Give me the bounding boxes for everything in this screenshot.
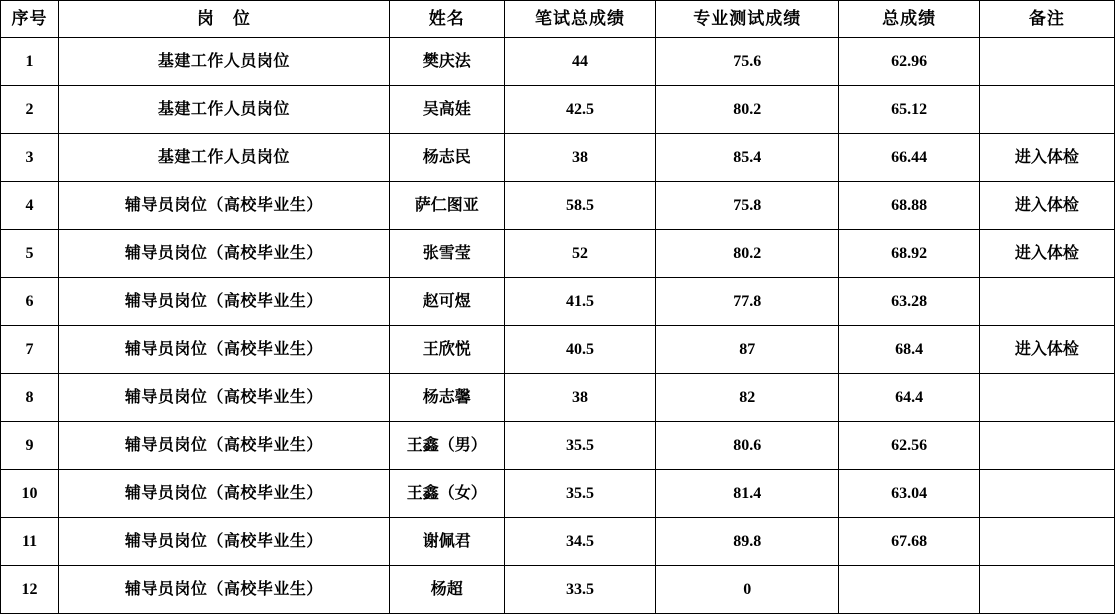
table-body [1, 38, 1115, 614]
cell-candidate-name: 张雪莹 [389, 230, 504, 278]
cell-post-name: 辅导员岗位（高校毕业生） [59, 326, 390, 374]
cell-professional-score: 81.4 [656, 470, 839, 518]
cell-written-score: 35.5 [504, 470, 655, 518]
column-header-professional-score: 专业测试成绩 [656, 1, 839, 38]
cell-note: 进入体检 [979, 182, 1114, 230]
cell-note [979, 278, 1114, 326]
cell-candidate-name: 吴高娃 [389, 86, 504, 134]
cell-candidate-name: 杨超 [389, 566, 504, 614]
cell-professional-score: 80.6 [656, 422, 839, 470]
cell-note: 进入体检 [979, 134, 1114, 182]
cell-sequence-number: 7 [1, 326, 59, 374]
cell-post-name: 辅导员岗位（高校毕业生） [59, 230, 390, 278]
column-header-written-score: 笔试总成绩 [504, 1, 655, 38]
table-row [1, 470, 1115, 518]
cell-note [979, 470, 1114, 518]
cell-professional-score: 82 [656, 374, 839, 422]
cell-total-score: 66.44 [839, 134, 979, 182]
cell-total-score: 68.92 [839, 230, 979, 278]
cell-professional-score: 85.4 [656, 134, 839, 182]
column-header-name: 姓名 [389, 1, 504, 38]
cell-professional-score: 0 [656, 566, 839, 614]
cell-note [979, 566, 1114, 614]
cell-professional-score: 89.8 [656, 518, 839, 566]
cell-post-name: 辅导员岗位（高校毕业生） [59, 182, 390, 230]
cell-written-score: 58.5 [504, 182, 655, 230]
cell-written-score: 38 [504, 374, 655, 422]
cell-professional-score: 80.2 [656, 230, 839, 278]
column-header-note: 备注 [979, 1, 1114, 38]
cell-written-score: 35.5 [504, 422, 655, 470]
cell-candidate-name: 赵可煜 [389, 278, 504, 326]
cell-post-name: 辅导员岗位（高校毕业生） [59, 422, 390, 470]
cell-professional-score: 80.2 [656, 86, 839, 134]
cell-candidate-name: 谢佩君 [389, 518, 504, 566]
cell-total-score [839, 566, 979, 614]
column-header-post: 岗 位 [59, 1, 390, 38]
cell-note [979, 38, 1114, 86]
cell-total-score: 68.4 [839, 326, 979, 374]
cell-note [979, 86, 1114, 134]
cell-post-name: 辅导员岗位（高校毕业生） [59, 374, 390, 422]
cell-sequence-number: 1 [1, 38, 59, 86]
table-row [1, 422, 1115, 470]
cell-note: 进入体检 [979, 230, 1114, 278]
cell-professional-score: 75.6 [656, 38, 839, 86]
cell-written-score: 38 [504, 134, 655, 182]
table-row [1, 566, 1115, 614]
cell-sequence-number: 2 [1, 86, 59, 134]
table-row [1, 134, 1115, 182]
cell-post-name: 辅导员岗位（高校毕业生） [59, 566, 390, 614]
cell-post-name: 基建工作人员岗位 [59, 134, 390, 182]
cell-total-score: 64.4 [839, 374, 979, 422]
cell-post-name: 辅导员岗位（高校毕业生） [59, 518, 390, 566]
cell-sequence-number: 11 [1, 518, 59, 566]
table-header-row [1, 1, 1115, 38]
column-header-seq: 序号 [1, 1, 59, 38]
cell-written-score: 34.5 [504, 518, 655, 566]
cell-professional-score: 87 [656, 326, 839, 374]
cell-total-score: 63.28 [839, 278, 979, 326]
cell-note: 进入体检 [979, 326, 1114, 374]
table-row [1, 374, 1115, 422]
cell-professional-score: 75.8 [656, 182, 839, 230]
cell-written-score: 44 [504, 38, 655, 86]
cell-candidate-name: 萨仁图亚 [389, 182, 504, 230]
cell-sequence-number: 10 [1, 470, 59, 518]
cell-total-score: 62.96 [839, 38, 979, 86]
cell-sequence-number: 8 [1, 374, 59, 422]
column-header-total-score: 总成绩 [839, 1, 979, 38]
cell-candidate-name: 杨志民 [389, 134, 504, 182]
cell-written-score: 33.5 [504, 566, 655, 614]
cell-written-score: 41.5 [504, 278, 655, 326]
cell-candidate-name: 杨志馨 [389, 374, 504, 422]
cell-total-score: 63.04 [839, 470, 979, 518]
cell-sequence-number: 4 [1, 182, 59, 230]
cell-candidate-name: 樊庆法 [389, 38, 504, 86]
table-row [1, 86, 1115, 134]
cell-total-score: 67.68 [839, 518, 979, 566]
cell-note [979, 422, 1114, 470]
cell-sequence-number: 6 [1, 278, 59, 326]
table-row [1, 278, 1115, 326]
cell-total-score: 62.56 [839, 422, 979, 470]
cell-post-name: 辅导员岗位（高校毕业生） [59, 470, 390, 518]
cell-post-name: 基建工作人员岗位 [59, 38, 390, 86]
cell-note [979, 518, 1114, 566]
cell-professional-score: 77.8 [656, 278, 839, 326]
cell-candidate-name: 王鑫（女） [389, 470, 504, 518]
cell-written-score: 42.5 [504, 86, 655, 134]
cell-written-score: 52 [504, 230, 655, 278]
table-row [1, 182, 1115, 230]
cell-post-name: 辅导员岗位（高校毕业生） [59, 278, 390, 326]
cell-note [979, 374, 1114, 422]
table-row [1, 38, 1115, 86]
cell-sequence-number: 3 [1, 134, 59, 182]
cell-candidate-name: 王鑫（男） [389, 422, 504, 470]
table-row [1, 230, 1115, 278]
cell-written-score: 40.5 [504, 326, 655, 374]
table-row [1, 326, 1115, 374]
table-row [1, 518, 1115, 566]
cell-sequence-number: 9 [1, 422, 59, 470]
cell-sequence-number: 5 [1, 230, 59, 278]
cell-total-score: 65.12 [839, 86, 979, 134]
cell-candidate-name: 王欣悦 [389, 326, 504, 374]
cell-total-score: 68.88 [839, 182, 979, 230]
cell-sequence-number: 12 [1, 566, 59, 614]
cell-post-name: 基建工作人员岗位 [59, 86, 390, 134]
